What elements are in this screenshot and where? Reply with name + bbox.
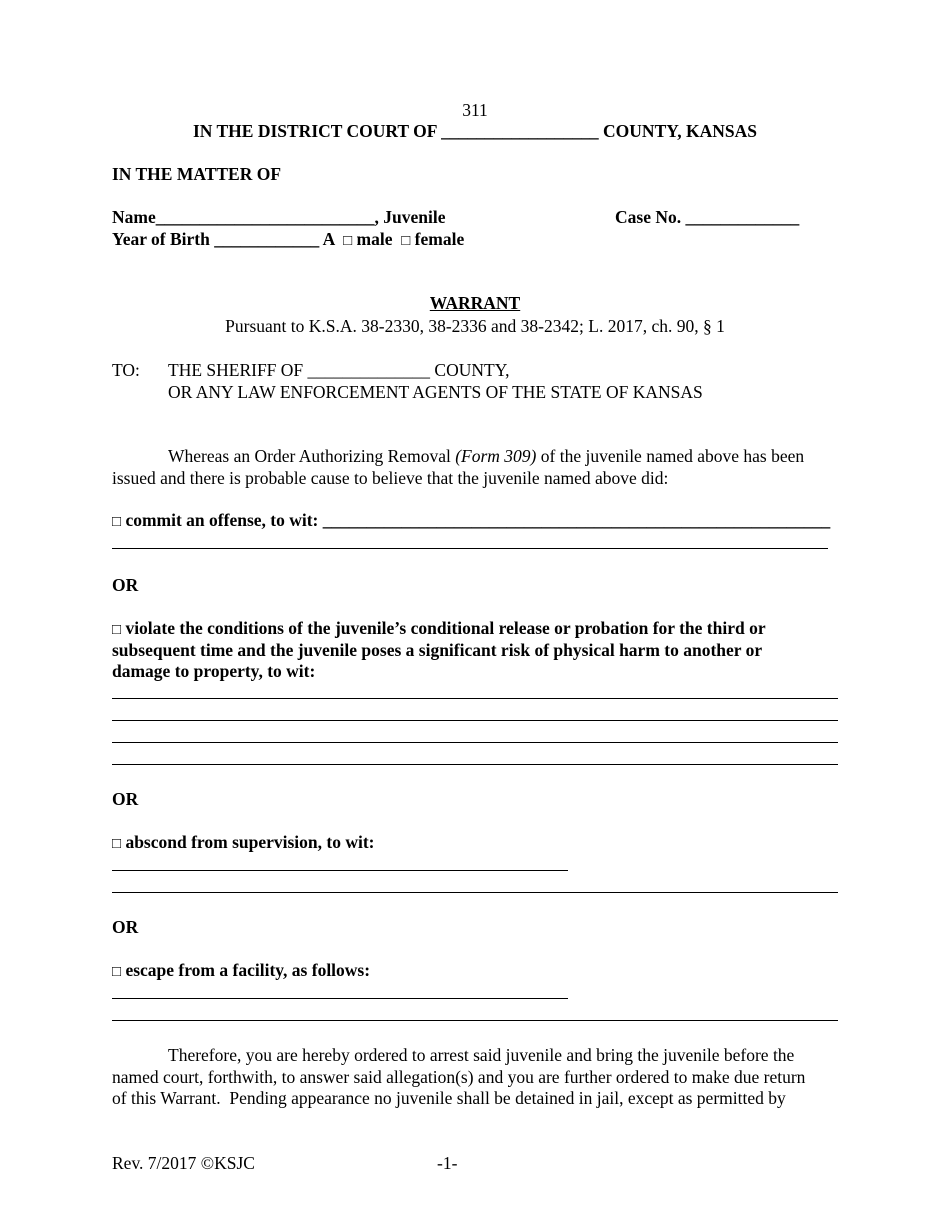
abscond-label: abscond from supervision, to wit:: [125, 832, 375, 852]
option-violate-line-1: [112, 617, 766, 641]
case-number-field[interactable]: Case No. _____________: [615, 207, 800, 227]
or-separator-3: OR: [112, 917, 139, 937]
violate-conditions-label: violate the conditions of the juvenile’s conditional release or probation for the third or: [125, 618, 766, 638]
violate-blank-line[interactable]: [112, 720, 838, 721]
commit-offense-blank-line[interactable]: [112, 548, 828, 549]
commit-offense-label: commit an offense, to wit: __________________________________________________________: [125, 510, 831, 530]
therefore-line-1: Therefore, you are hereby ordered to arrest said juvenile and bring the juvenile before the: [168, 1045, 795, 1065]
male-checkbox[interactable]: □: [343, 233, 353, 249]
abscond-blank-line[interactable]: [112, 870, 568, 871]
juvenile-name-field[interactable]: Name_________________________, Juvenile: [112, 207, 446, 227]
matter-heading: IN THE MATTER OF: [112, 164, 282, 184]
therefore-line-3: of this Warrant. Pending appearance no juvenile shall be detained in jail, except as permitted by: [112, 1088, 786, 1108]
female-checkbox[interactable]: □: [401, 233, 411, 249]
year-of-birth-field[interactable]: Year of Birth ____________ A: [112, 229, 335, 249]
therefore-line-2: named court, forthwith, to answer said allegation(s) and you are further ordered to make due return: [112, 1067, 806, 1087]
whereas-line-1: [168, 445, 804, 467]
addressee-agents: OR ANY LAW ENFORCEMENT AGENTS OF THE STATE OF KANSAS: [168, 382, 703, 402]
violate-blank-line[interactable]: [112, 764, 838, 765]
escape-blank-line[interactable]: [112, 1020, 838, 1021]
footer-page-number: -1-: [437, 1153, 458, 1173]
document-title: WARRANT: [429, 293, 521, 313]
violate-blank-line[interactable]: [112, 742, 838, 743]
or-separator-2: OR: [112, 789, 139, 809]
or-separator-1: OR: [112, 575, 139, 595]
male-label: male: [356, 229, 393, 249]
whereas-text-b: of the juvenile named above has been: [536, 446, 805, 466]
escape-checkbox[interactable]: □: [112, 964, 122, 980]
statute-reference: Pursuant to K.S.A. 38-2330, 38-2336 and 38-2342; L. 2017, ch. 90, § 1: [225, 316, 725, 336]
escape-label: escape from a facility, as follows:: [125, 960, 371, 980]
addressee-sheriff: THE SHERIFF OF ______________ COUNTY,: [168, 360, 510, 380]
abscond-blank-line[interactable]: [112, 892, 838, 893]
escape-blank-line[interactable]: [112, 998, 568, 999]
violate-blank-line[interactable]: [112, 698, 838, 699]
court-caption: IN THE DISTRICT COURT OF __________________ COUNTY, KANSAS: [192, 121, 758, 141]
option-violate-line-3: damage to property, to wit:: [112, 661, 316, 681]
option-escape: [112, 959, 370, 983]
year-of-birth-row: [112, 228, 464, 252]
violate-conditions-checkbox[interactable]: □: [112, 622, 122, 638]
to-label: TO:: [112, 360, 140, 380]
option-violate-line-2: subsequent time and the juvenile poses a significant risk of physical harm to another or: [112, 640, 763, 660]
option-abscond: [112, 831, 375, 855]
female-label: female: [414, 229, 465, 249]
form-reference: (Form 309): [455, 446, 537, 466]
whereas-text-a: Whereas an Order Authorizing Removal: [168, 446, 456, 466]
abscond-checkbox[interactable]: □: [112, 836, 122, 852]
whereas-line-2: issued and there is probable cause to believe that the juvenile named above did:: [112, 468, 669, 488]
commit-offense-checkbox[interactable]: □: [112, 514, 122, 530]
footer-revision: Rev. 7/2017 ©KSJC: [112, 1153, 255, 1173]
form-number: 311: [462, 100, 488, 120]
option-commit-offense: [112, 509, 830, 533]
